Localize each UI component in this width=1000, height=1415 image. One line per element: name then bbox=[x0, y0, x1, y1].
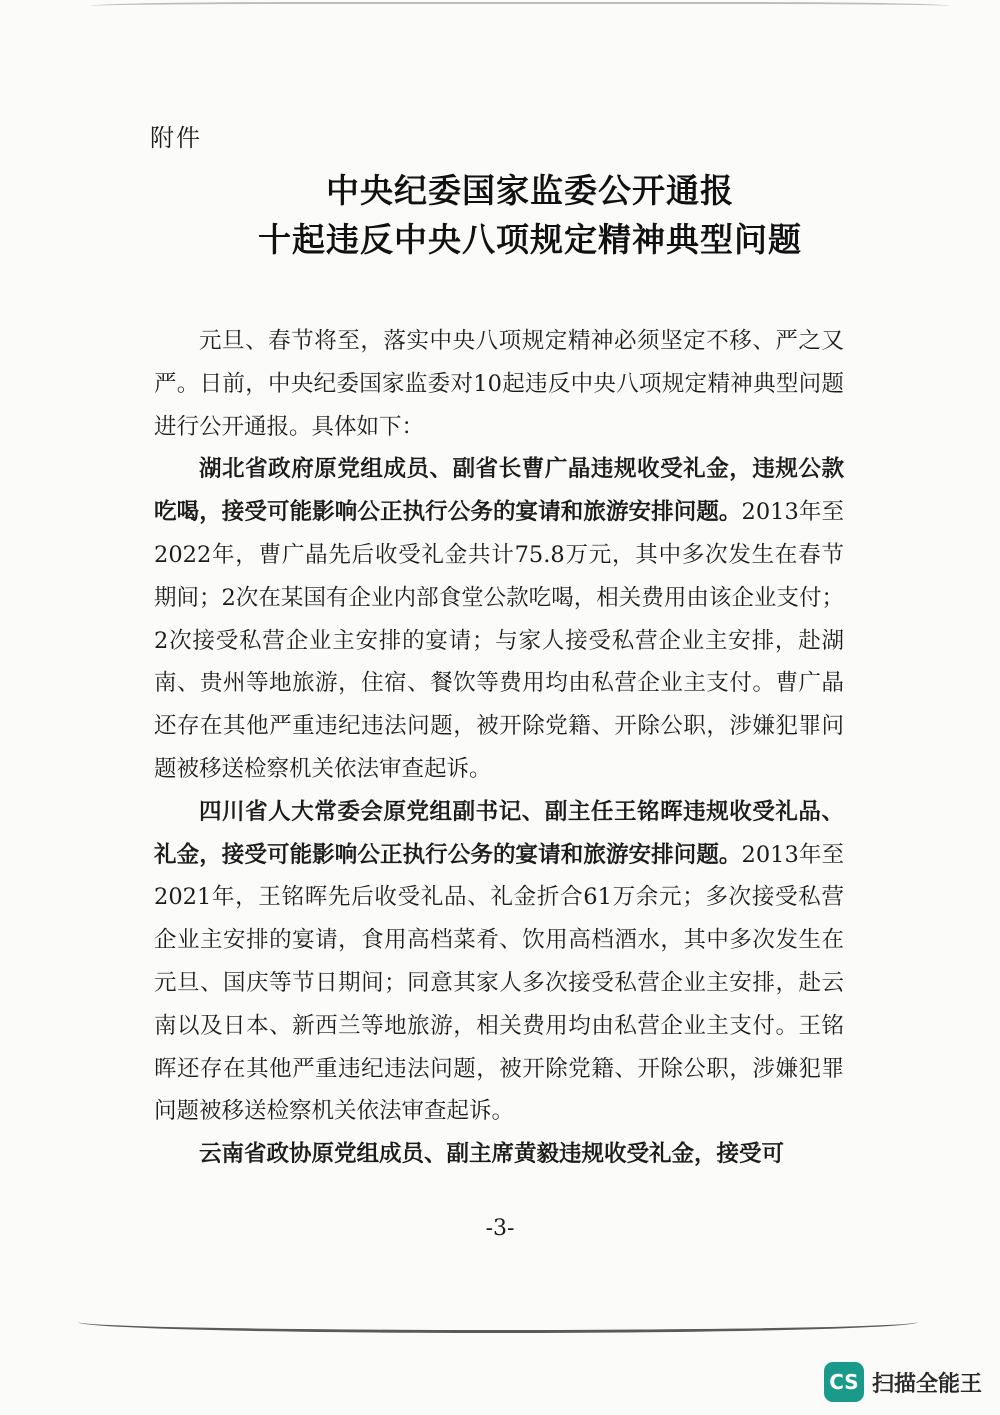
case2-paragraph bbox=[154, 791, 844, 1133]
document-body bbox=[154, 320, 844, 1176]
camscanner-logo-icon: CS bbox=[824, 1362, 864, 1402]
attachment-label: 附件 bbox=[150, 124, 202, 152]
page-number: -3- bbox=[485, 1216, 515, 1241]
scan-bottom-edge bbox=[78, 1322, 918, 1333]
case2-heading: 四川省人大常委会原党组副书记、副主任王铭晖违规收受礼品、礼金，接受可能影响公正执行公务的宴请和旅游安排问题。 bbox=[154, 798, 844, 868]
case1-details: 2013年至2022年，曹广晶先后收受礼金共计75.8万元，其中多次发生在春节期间；2次在某国有企业内部食堂公款吃喝，相关费用由该企业支付；2次接受私营企业主安排的宴请；与家人接受私营企业主安排，赴湖南、贵州等地旅游，住宿、餐饮等费用均由私营企业主支付。曹广晶还存在其他严重违纪违法问题，被开除党籍、开除公职，涉嫌犯罪问题被移送检察机关依法审查起诉。 bbox=[154, 499, 844, 782]
case1-paragraph bbox=[154, 448, 844, 790]
document-title-line2: 十起违反中央八项规定精神典型问题 bbox=[258, 220, 802, 259]
scan-top-edge bbox=[90, 2, 950, 10]
case3-paragraph bbox=[154, 1133, 844, 1176]
case2-details: 2013年至2021年，王铭晖先后收受礼品、礼金折合61万余元；多次接受私营企业主安排的宴请，食用高档菜肴、饮用高档酒水，其中多次发生在元旦、国庆等节日期间；同意其家人多次接受私营企业主安排，赴云南以及日本、新西兰等地旅游，相关费用均由私营企业主支付。王铭晖还存在其他严重违纪违法问题，被开除党籍、开除公职，涉嫌犯罪问题被移送检察机关依法审查起诉。 bbox=[154, 841, 844, 1125]
case3-heading: 云南省政协原党组成员、副主席黄毅违规收受礼金，接受可 bbox=[199, 1141, 785, 1168]
document-title-line1: 中央纪委国家监委公开通报 bbox=[326, 171, 734, 210]
scanner-watermark bbox=[824, 1362, 982, 1402]
intro-paragraph: 元旦、春节将至，落实中央八项规定精神必须坚定不移、严之又严。日前，中央纪委国家监委对10起违反中央八项规定精神典型问题进行公开通报。具体如下： bbox=[154, 328, 844, 440]
watermark-text: 扫描全能王 bbox=[871, 1371, 982, 1397]
case1-heading: 湖北省政府原党组成员、副省长曹广晶违规收受礼金，违规公款吃喝，接受可能影响公正执行公务的宴请和旅游安排问题。 bbox=[154, 456, 844, 526]
